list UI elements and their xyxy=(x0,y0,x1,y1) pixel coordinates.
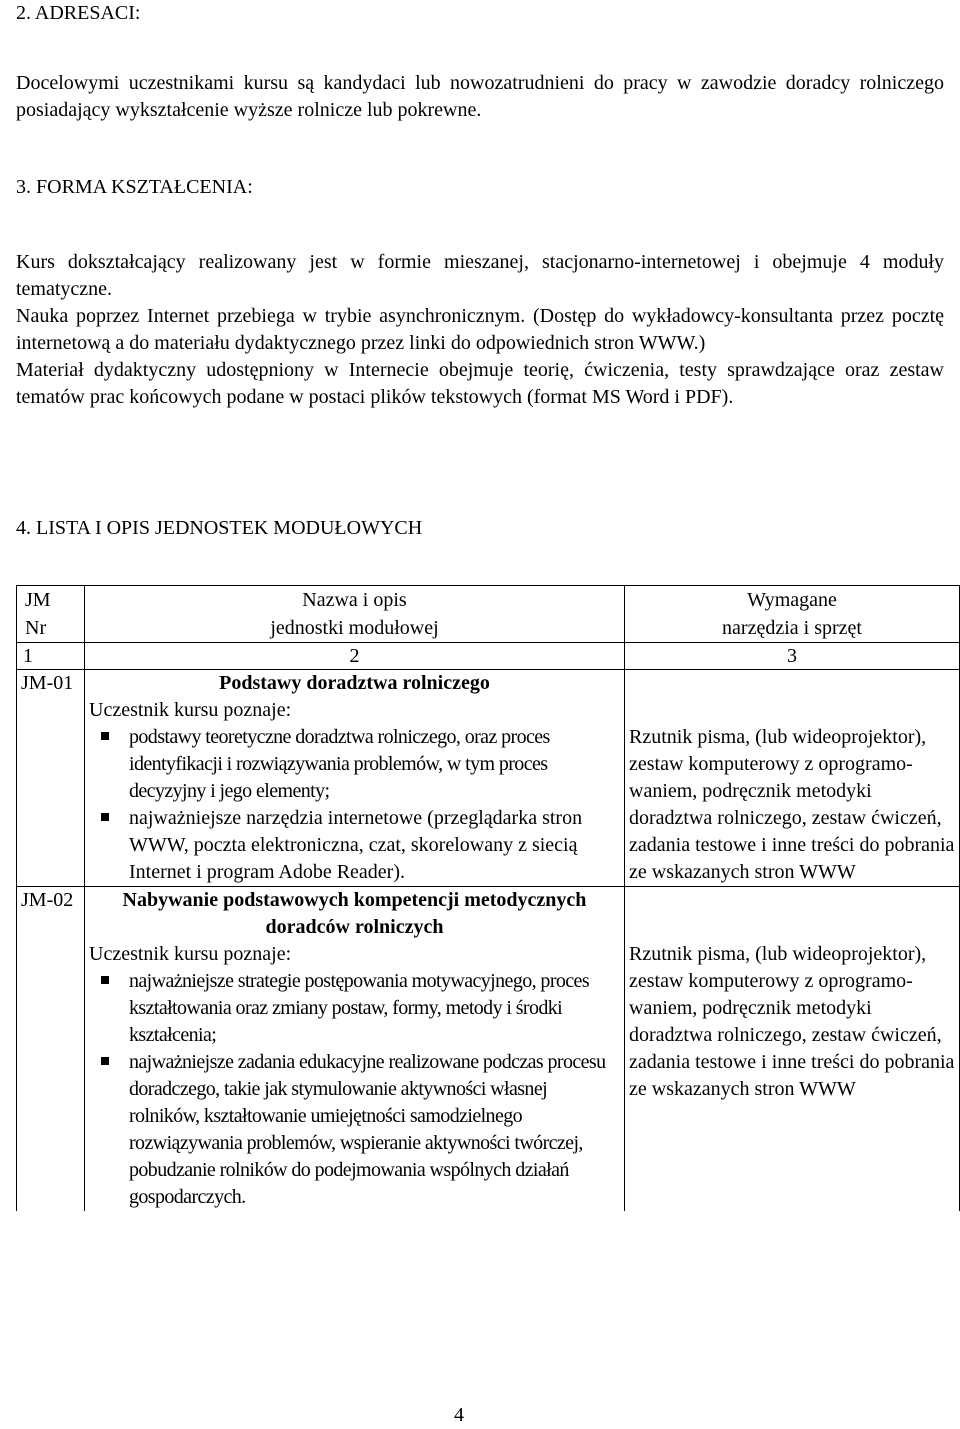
section-3-heading: 3. FORMA KSZTAŁCENIA: xyxy=(16,176,253,198)
module-id: JM-02 xyxy=(17,887,85,1212)
header-required: Wymagane xyxy=(747,589,837,611)
module-intro: Uczestnik kursu poznaje: xyxy=(89,943,292,965)
section-4-heading: 4. LISTA I OPIS JEDNOSTEK MODUŁOWYCH xyxy=(16,517,423,539)
list-item: najważniejsze narzędzia internetowe (przeglądarka stron WWW, poczta elektroniczna, czat, skorelowany z siecią Internet i program Adobe Reader). xyxy=(89,805,620,886)
page-number: 4 xyxy=(454,1404,464,1426)
module-tools: Rzutnik pisma, (lub wideoprojektor), zestaw komputerowy z oprogramo-waniem, podręcznik metodyki doradztwa rolniczego, zestaw ćwiczeń, zadania testowe i inne treści do pobrania ze wskazanych stron WWW xyxy=(625,887,960,1212)
module-title: Nabywanie podstawowych kompetencji metodycznych doradców rolniczych xyxy=(122,889,587,938)
module-description xyxy=(85,887,625,1212)
section-3-body xyxy=(16,249,944,411)
header-nr: Nr xyxy=(25,617,47,639)
module-units-table xyxy=(16,585,960,1211)
module-title: Podstawy doradztwa rolniczego xyxy=(219,672,490,694)
header-name: Nazwa i opis xyxy=(302,589,407,611)
section-3-paragraph-3: Materiał dydaktyczny udostępniony w Internecie obejmuje teorię, ćwiczenia, testy sprawdzające oraz zestaw tematów prac końcowych podane w postaci plików tekstowych (format MS Word i PDF). xyxy=(16,359,944,408)
header-name-description xyxy=(85,586,625,643)
module-intro: Uczestnik kursu poznaje: xyxy=(89,699,292,721)
column-number-2: 2 xyxy=(85,643,625,670)
table-row xyxy=(17,670,960,887)
list-item: najważniejsze zadania edukacyjne realizowane podczas procesu doradczego, takie jak stymulowanie aktywności własnej rolników, kształtowanie umiejętności samodzielnego rozwiązywania problemów, wspieranie aktywności twórczej, pobudzanie rolników do podejmowania wspólnych działań gospodarczych. xyxy=(89,1049,620,1211)
table-number-row xyxy=(17,643,960,670)
module-tools: Rzutnik pisma, (lub wideoprojektor), zestaw komputerowy z oprogramo-waniem, podręcznik metodyki doradztwa rolniczego, zestaw ćwiczeń, zadania testowe i inne treści do pobrania ze wskazanych stron WWW xyxy=(625,670,960,887)
module-description xyxy=(85,670,625,887)
header-unit: jednostki modułowej xyxy=(270,617,439,639)
header-jm-nr xyxy=(17,586,85,643)
module-topic-list xyxy=(89,724,620,886)
table-header-row xyxy=(17,586,960,643)
header-tools-equipment: narzędzia i sprzęt xyxy=(722,617,862,639)
column-number-3: 3 xyxy=(625,643,960,670)
section-3-paragraph-1: Kurs dokształcający realizowany jest w formie mieszanej, stacjonarno-internetowej i obejmuje 4 moduły tematyczne. xyxy=(16,251,944,300)
module-topic-list xyxy=(89,968,620,1211)
header-jm: JM xyxy=(25,589,51,611)
header-tools xyxy=(625,586,960,643)
column-number-1: 1 xyxy=(17,643,85,670)
list-item: najważniejsze strategie postępowania motywacyjnego, proces kształtowania oraz zmiany postaw, formy, metody i środki kształcenia; xyxy=(89,968,620,1049)
module-id: JM-01 xyxy=(17,670,85,887)
table-row xyxy=(17,887,960,1212)
section-2-heading: 2. ADRESACI: xyxy=(16,2,141,24)
section-3-paragraph-2: Nauka poprzez Internet przebiega w trybie asynchronicznym. (Dostęp do wykładowcy-konsultanta przez pocztę internetową a do materiału dydaktycznego przez linki do odpowiednich stron WWW.) xyxy=(16,305,944,354)
list-item: podstawy teoretyczne doradztwa rolniczego, oraz proces identyfikacji i rozwiązywania problemów, w tym proces decyzyjny i jego elementy; xyxy=(89,724,620,805)
section-2-text: Docelowymi uczestnikami kursu są kandydaci lub nowozatrudnieni do pracy w zawodzie doradcy rolniczego posiadający wykształcenie wyższe rolnicze lub pokrewne. xyxy=(16,72,944,121)
